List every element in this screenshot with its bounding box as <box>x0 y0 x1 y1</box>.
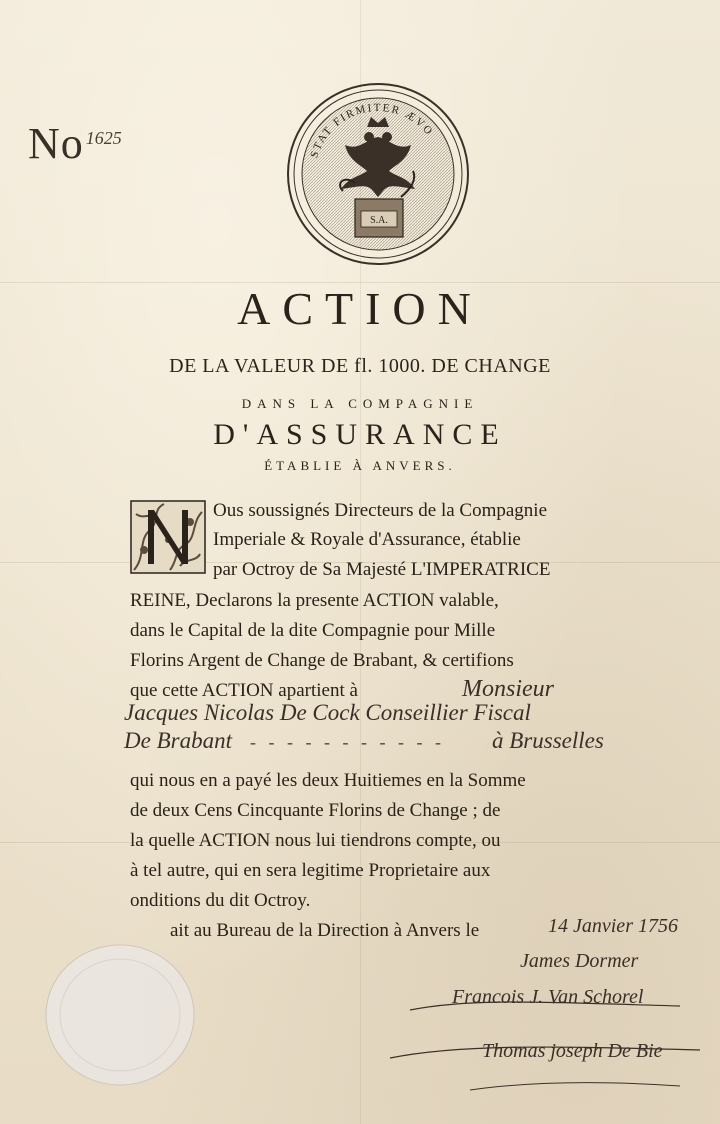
number-prefix: No <box>28 119 84 168</box>
holder-title: Monsieur <box>462 676 554 702</box>
body-line-12: onditions du dit Octroy. <box>130 890 311 911</box>
body-line-5: dans le Capital de la dite Compagnie pour Mille <box>130 620 496 641</box>
body-line-2: Imperiale & Royale d'Assurance, établie <box>213 529 521 550</box>
place-line: ait au Bureau de la Direction à Anvers le <box>170 920 480 941</box>
holder-province: De Brabant <box>124 728 232 753</box>
assurance-line: D'ASSURANCE <box>213 418 507 451</box>
signature-1: James Dormer <box>520 950 639 972</box>
body-line-1: Ous soussignés Directeurs de la Compagnie <box>213 500 548 521</box>
body-line-6: Florins Argent de Change de Brabant, & certifions <box>130 650 514 671</box>
number-value: 1625 <box>85 128 122 148</box>
ornamental-initial-n <box>130 500 206 574</box>
seal-motto: STAT FIRMITER ÆVO <box>308 101 436 160</box>
body-line-10: la quelle ACTION nous lui tiendrons compte, ou <box>130 830 501 851</box>
certificate-number <box>28 118 120 169</box>
body-line-4: REINE, Declarons la presente ACTION valable, <box>130 590 499 611</box>
holder-name: Jacques Nicolas De Cock Conseillier Fiscal <box>124 700 531 725</box>
seal-initials: S.A. <box>370 215 388 226</box>
holder-city: à Brusselles <box>492 728 604 753</box>
dotted-fill: - - - - - - - - - - - <box>250 732 445 752</box>
body-line-7: que cette ACTION apartient à <box>130 680 358 701</box>
body-line-8: qui nous en a payé les deux Huitiemes en la Somme <box>130 770 526 791</box>
embossed-seal <box>40 940 200 1090</box>
company-line: DANS LA COMPAGNIE <box>241 396 479 411</box>
value-line: DE LA VALEUR DE fl. 1000. DE CHANGE <box>169 355 551 377</box>
issue-date: 14 Janvier 1756 <box>548 915 678 937</box>
body-line-9: de deux Cens Cincquante Florins de Change ; de <box>130 800 501 821</box>
body-line-3: par Octroy de Sa Majesté L'IMPERATRICE <box>213 559 551 580</box>
established-line: ÉTABLIE À ANVERS. <box>264 458 456 473</box>
body-line-11: à tel autre, qui en sera legitime Proprietaire aux <box>130 860 491 881</box>
company-seal-emblem <box>283 79 473 269</box>
certificate-title: ACTION <box>237 283 483 334</box>
signature-3: Thomas joseph De Bie <box>482 1040 663 1062</box>
signature-2: Francois J. Van Schorel <box>452 986 644 1008</box>
